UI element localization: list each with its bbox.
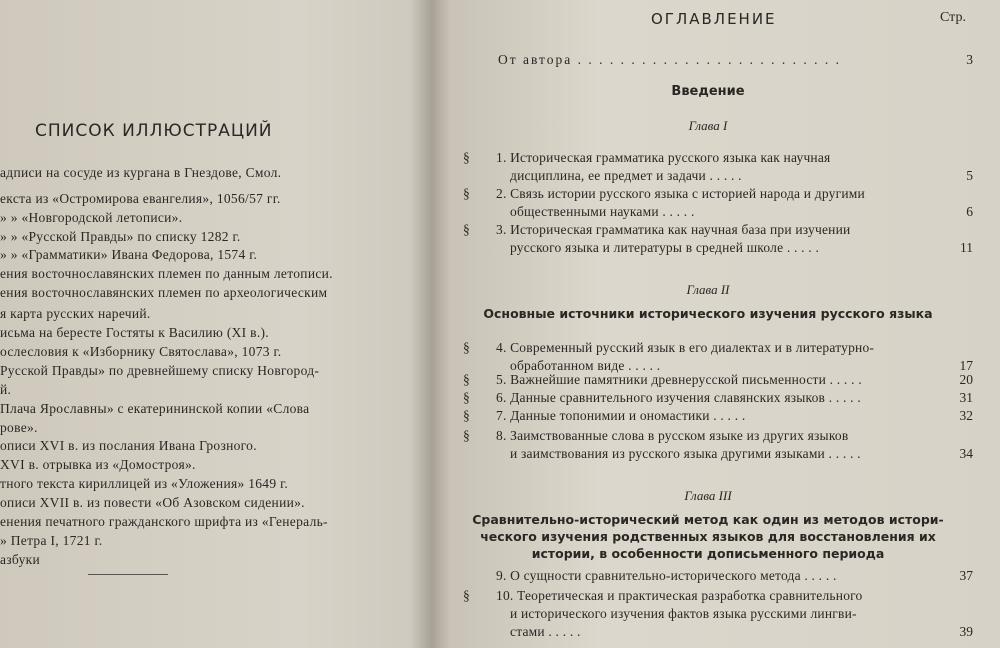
illustration-line: » Петра I, 1721 г. bbox=[0, 533, 103, 548]
toc-entry-line: 9. О сущности сравнительно-исторического метода . . . . . bbox=[496, 568, 837, 583]
leader-dots: . . . . . bbox=[783, 240, 820, 255]
toc-entry-line: и заимствования из русского языка другими языками . . . . . bbox=[510, 446, 861, 461]
toc-entry-line: общественными науками . . . . . bbox=[510, 204, 695, 219]
section-mark: § bbox=[463, 390, 470, 405]
leader-dots: . . . . . bbox=[825, 390, 861, 405]
section-mark: § bbox=[463, 408, 470, 423]
right-page bbox=[438, 0, 1000, 648]
section-mark: § bbox=[463, 588, 470, 603]
toc-entry-line: 8. Заимствованные слова в русском языке из других языков bbox=[496, 428, 849, 443]
chapter-title: ческого изучения родственных языков для восстановления их bbox=[480, 529, 936, 544]
section-mark: § bbox=[463, 186, 470, 201]
section-mark: § bbox=[463, 340, 470, 355]
toc-entry-line: 10. Теоретическая и практическая разработка сравнительного bbox=[496, 588, 863, 603]
illustration-line: Русской Правды» по древнейшему списку Новгород- bbox=[0, 363, 320, 378]
leader-dots: . . . . . bbox=[658, 204, 695, 219]
toc-page-number: 32 bbox=[959, 408, 973, 423]
toc-entry-line: 1. Историческая грамматика русского языка как научная bbox=[496, 150, 831, 165]
toc-page-number: 5 bbox=[966, 168, 973, 183]
illustration-line: » » «Русской Правды» по списку 1282 г. bbox=[0, 229, 241, 244]
leader-dots: . . . . . bbox=[544, 624, 581, 639]
illustrations-title: СПИСОК ИЛЛЮСТРАЦИЙ bbox=[35, 121, 273, 141]
chapter-title: Основные источники исторического изучения русского языка bbox=[483, 306, 933, 321]
illustration-line: XVI в. отрывка из «Домостроя». bbox=[0, 457, 196, 472]
illustration-line: описи XVI в. из послания Ивана Грозного. bbox=[0, 438, 257, 453]
toc-entry-line: 4. Современный русский язык в его диалектах и в литературно- bbox=[496, 340, 875, 355]
illustration-line: азбуки bbox=[0, 552, 41, 567]
chapter-label: Глава II bbox=[686, 282, 730, 297]
illustration-line: ослесловия к «Изборнику Святослава», 1073 г. bbox=[0, 344, 282, 359]
contents-heading: ОГЛАВЛЕНИЕ bbox=[651, 10, 777, 28]
from-author-label: От автора bbox=[498, 52, 573, 67]
toc-page-number: 37 bbox=[959, 568, 973, 583]
divider-rule bbox=[88, 574, 168, 575]
illustration-line: » » «Новгородской летописи». bbox=[0, 210, 183, 225]
leader-dots: . . . . . bbox=[709, 408, 746, 423]
chapter-label: Глава I bbox=[688, 118, 728, 133]
section-mark: § bbox=[463, 150, 470, 165]
leader-dots: . . . . . bbox=[800, 568, 837, 583]
toc-page-number: 6 bbox=[966, 204, 973, 219]
toc-entry-line: русского языка и литературы в средней школе . . . . . bbox=[510, 240, 820, 255]
illustration-line: » » «Грамматики» Ивана Федорова, 1574 г. bbox=[0, 247, 258, 262]
toc-entry-line: стами . . . . . bbox=[510, 624, 581, 639]
leader-dots: . . . . . bbox=[624, 358, 661, 373]
page-column-label: Стр. bbox=[940, 10, 966, 25]
leader-dots: . . . . . bbox=[824, 446, 861, 461]
illustration-line: описи XVII в. из повести «Об Азовском сидении». bbox=[0, 495, 305, 510]
toc-page-number: 31 bbox=[959, 390, 973, 405]
illustration-line: екста из «Остромирова евангелия», 1056/57 гг. bbox=[0, 191, 281, 206]
illustration-line: Плача Ярославны» с екатерининской копии «Слова bbox=[0, 401, 310, 416]
toc-entry-line: 7. Данные топонимии и ономастики . . . . . bbox=[496, 408, 746, 423]
toc-page-number: 17 bbox=[959, 358, 973, 373]
from-author-entry bbox=[498, 52, 841, 68]
leader-dots: . . . . . . . . . . . . . . . . . . . . . . . . . bbox=[577, 52, 842, 67]
section-mark: § bbox=[463, 372, 470, 387]
toc-page-number: 34 bbox=[959, 446, 973, 461]
section-mark: § bbox=[463, 222, 470, 237]
chapter-label: Глава III bbox=[684, 488, 732, 503]
illustration-line: рове». bbox=[0, 420, 38, 435]
illustration-line: ения восточнославянских племен по археологическим bbox=[0, 285, 328, 300]
toc-entry-line: 2. Связь истории русского языка с историей народа и другими bbox=[496, 186, 865, 201]
chapter-title: Сравнительно-исторический метод как один из методов истори- bbox=[472, 512, 944, 527]
toc-entry-line: обработанном виде . . . . . bbox=[510, 358, 661, 373]
illustration-line: адписи на сосуде из кургана в Гнездове, Смол. bbox=[0, 165, 282, 180]
toc-entry-line: 5. Важнейшие памятники древнерусской письменности . . . . . bbox=[496, 372, 862, 387]
toc-page-number: 39 bbox=[959, 624, 973, 639]
toc-page-number: 11 bbox=[960, 240, 973, 255]
leader-dots: . . . . . bbox=[705, 168, 742, 183]
illustration-line: исьма на бересте Гостяты к Василию (XI в.). bbox=[0, 325, 269, 340]
toc-entry-line: 3. Историческая грамматика как научная база при изучении bbox=[496, 222, 851, 237]
left-page bbox=[0, 0, 420, 648]
leader-dots: . . . . . bbox=[826, 372, 862, 387]
section-mark: § bbox=[463, 428, 470, 443]
illustration-line: енения печатного гражданского шрифта из «Генераль- bbox=[0, 514, 328, 529]
chapter-title: истории, в особенности дописьменного периода bbox=[531, 546, 885, 561]
illustration-line: я карта русских наречий. bbox=[0, 306, 151, 321]
toc-entry-line: и исторического изучения фактов языка русскими лингви- bbox=[510, 606, 857, 621]
illustration-line: тного текста кириллицей из «Уложения» 1649 г. bbox=[0, 476, 289, 491]
toc-entry-line: 6. Данные сравнительного изучения славянских языков . . . . . bbox=[496, 390, 861, 405]
toc-page-number: 20 bbox=[959, 372, 973, 387]
intro-heading: Введение bbox=[671, 84, 745, 99]
illustration-line: й. bbox=[0, 382, 12, 397]
illustration-line: ения восточнославянских племен по данным летописи. bbox=[0, 266, 333, 281]
from-author-page: 3 bbox=[966, 52, 973, 67]
toc-entry-line: дисциплина, ее предмет и задачи . . . . . bbox=[510, 168, 742, 183]
